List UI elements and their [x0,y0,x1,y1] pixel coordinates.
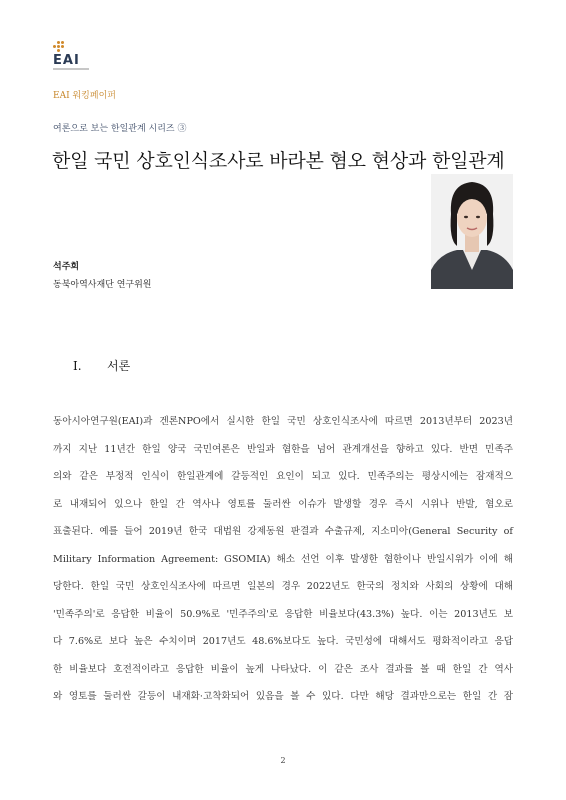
body-line: 다 7.6%로 보다 높은 수치이며 2017년도 48.6%보다도 높다. 국민성에 대해서도 평화적이라고 응답 [53,636,513,647]
body-line: 와 영토를 둘러싼 갈등이 내재화·고착화되어 있음을 볼 수 있다. 다만 해당 결과만으로는 한일 간 잠 [53,691,513,702]
author-portrait-icon [431,174,513,289]
body-line: 표출된다. 예를 들어 2019년 한국 대법원 강제동원 판결과 수출규제, 지소미아(General Security of [53,526,513,537]
sub-series-label: 여론으로 보는 한일관계 시리즈 ③ [53,124,187,134]
section-heading [73,357,130,374]
author-name: 석주희 [53,262,80,272]
section-title: 서론 [107,359,131,373]
body-line: '민족주의'로 응답한 비율이 50.9%로 '민주주의'로 응답한 비율보다(43.3%) 높다. 이는 2013년도 보 [53,608,513,620]
logo-underline [53,68,89,70]
body-line: 까지 지난 11년간 한일 양국 국민여론은 반일과 혐한을 넘어 관계개선을 향하고 있다. 반면 민족주 [53,443,513,455]
author-block [53,258,152,294]
body-line: 로 내재되어 있으나 한일 간 역사나 영토를 둘러싼 이슈가 발생할 경우 즉시 시위나 반발, 혐오로 [53,498,513,510]
body-line: 의와 같은 부정적 인식이 한일관계에 갈등적인 요인이 되고 있다. 민족주의는 평상시에는 잠재적으 [53,471,513,482]
paper-title: 한일 국민 상호인식조사로 바라본 혐오 현상과 한일관계 [52,150,505,172]
body-line: 한 비율보다 호전적이라고 응답한 비율이 높게 나타났다. 이 같은 조사 결과를 볼 때 한일 간 역사 [53,663,513,675]
body-line: 동아시아연구원(EAI)과 겐론NPO에서 실시한 한일 국민 상호인식조사에 따르면 2013년부터 2023년 [53,416,513,427]
eai-logo [53,41,93,71]
author-affiliation: 동북아역사재단 연구위원 [53,280,152,290]
section-number: I. [73,359,82,373]
author-photo [431,174,513,289]
body-line: 당한다. 한일 국민 상호인식조사에 따르면 일본의 경우 2022년도 한국의 정치와 사회의 상황에 대해 [53,581,513,592]
page-number: 2 [280,756,286,765]
series-label: EAI 워킹페이퍼 [53,91,116,101]
body-text [53,408,513,711]
body-line: Military Information Agreement: GSOMIA) 해소 선언 이후 발생한 혐한이나 반일시위가 이에 해 [53,553,513,565]
logo-text: EAI [53,53,80,68]
logo-dots-icon [53,41,65,53]
